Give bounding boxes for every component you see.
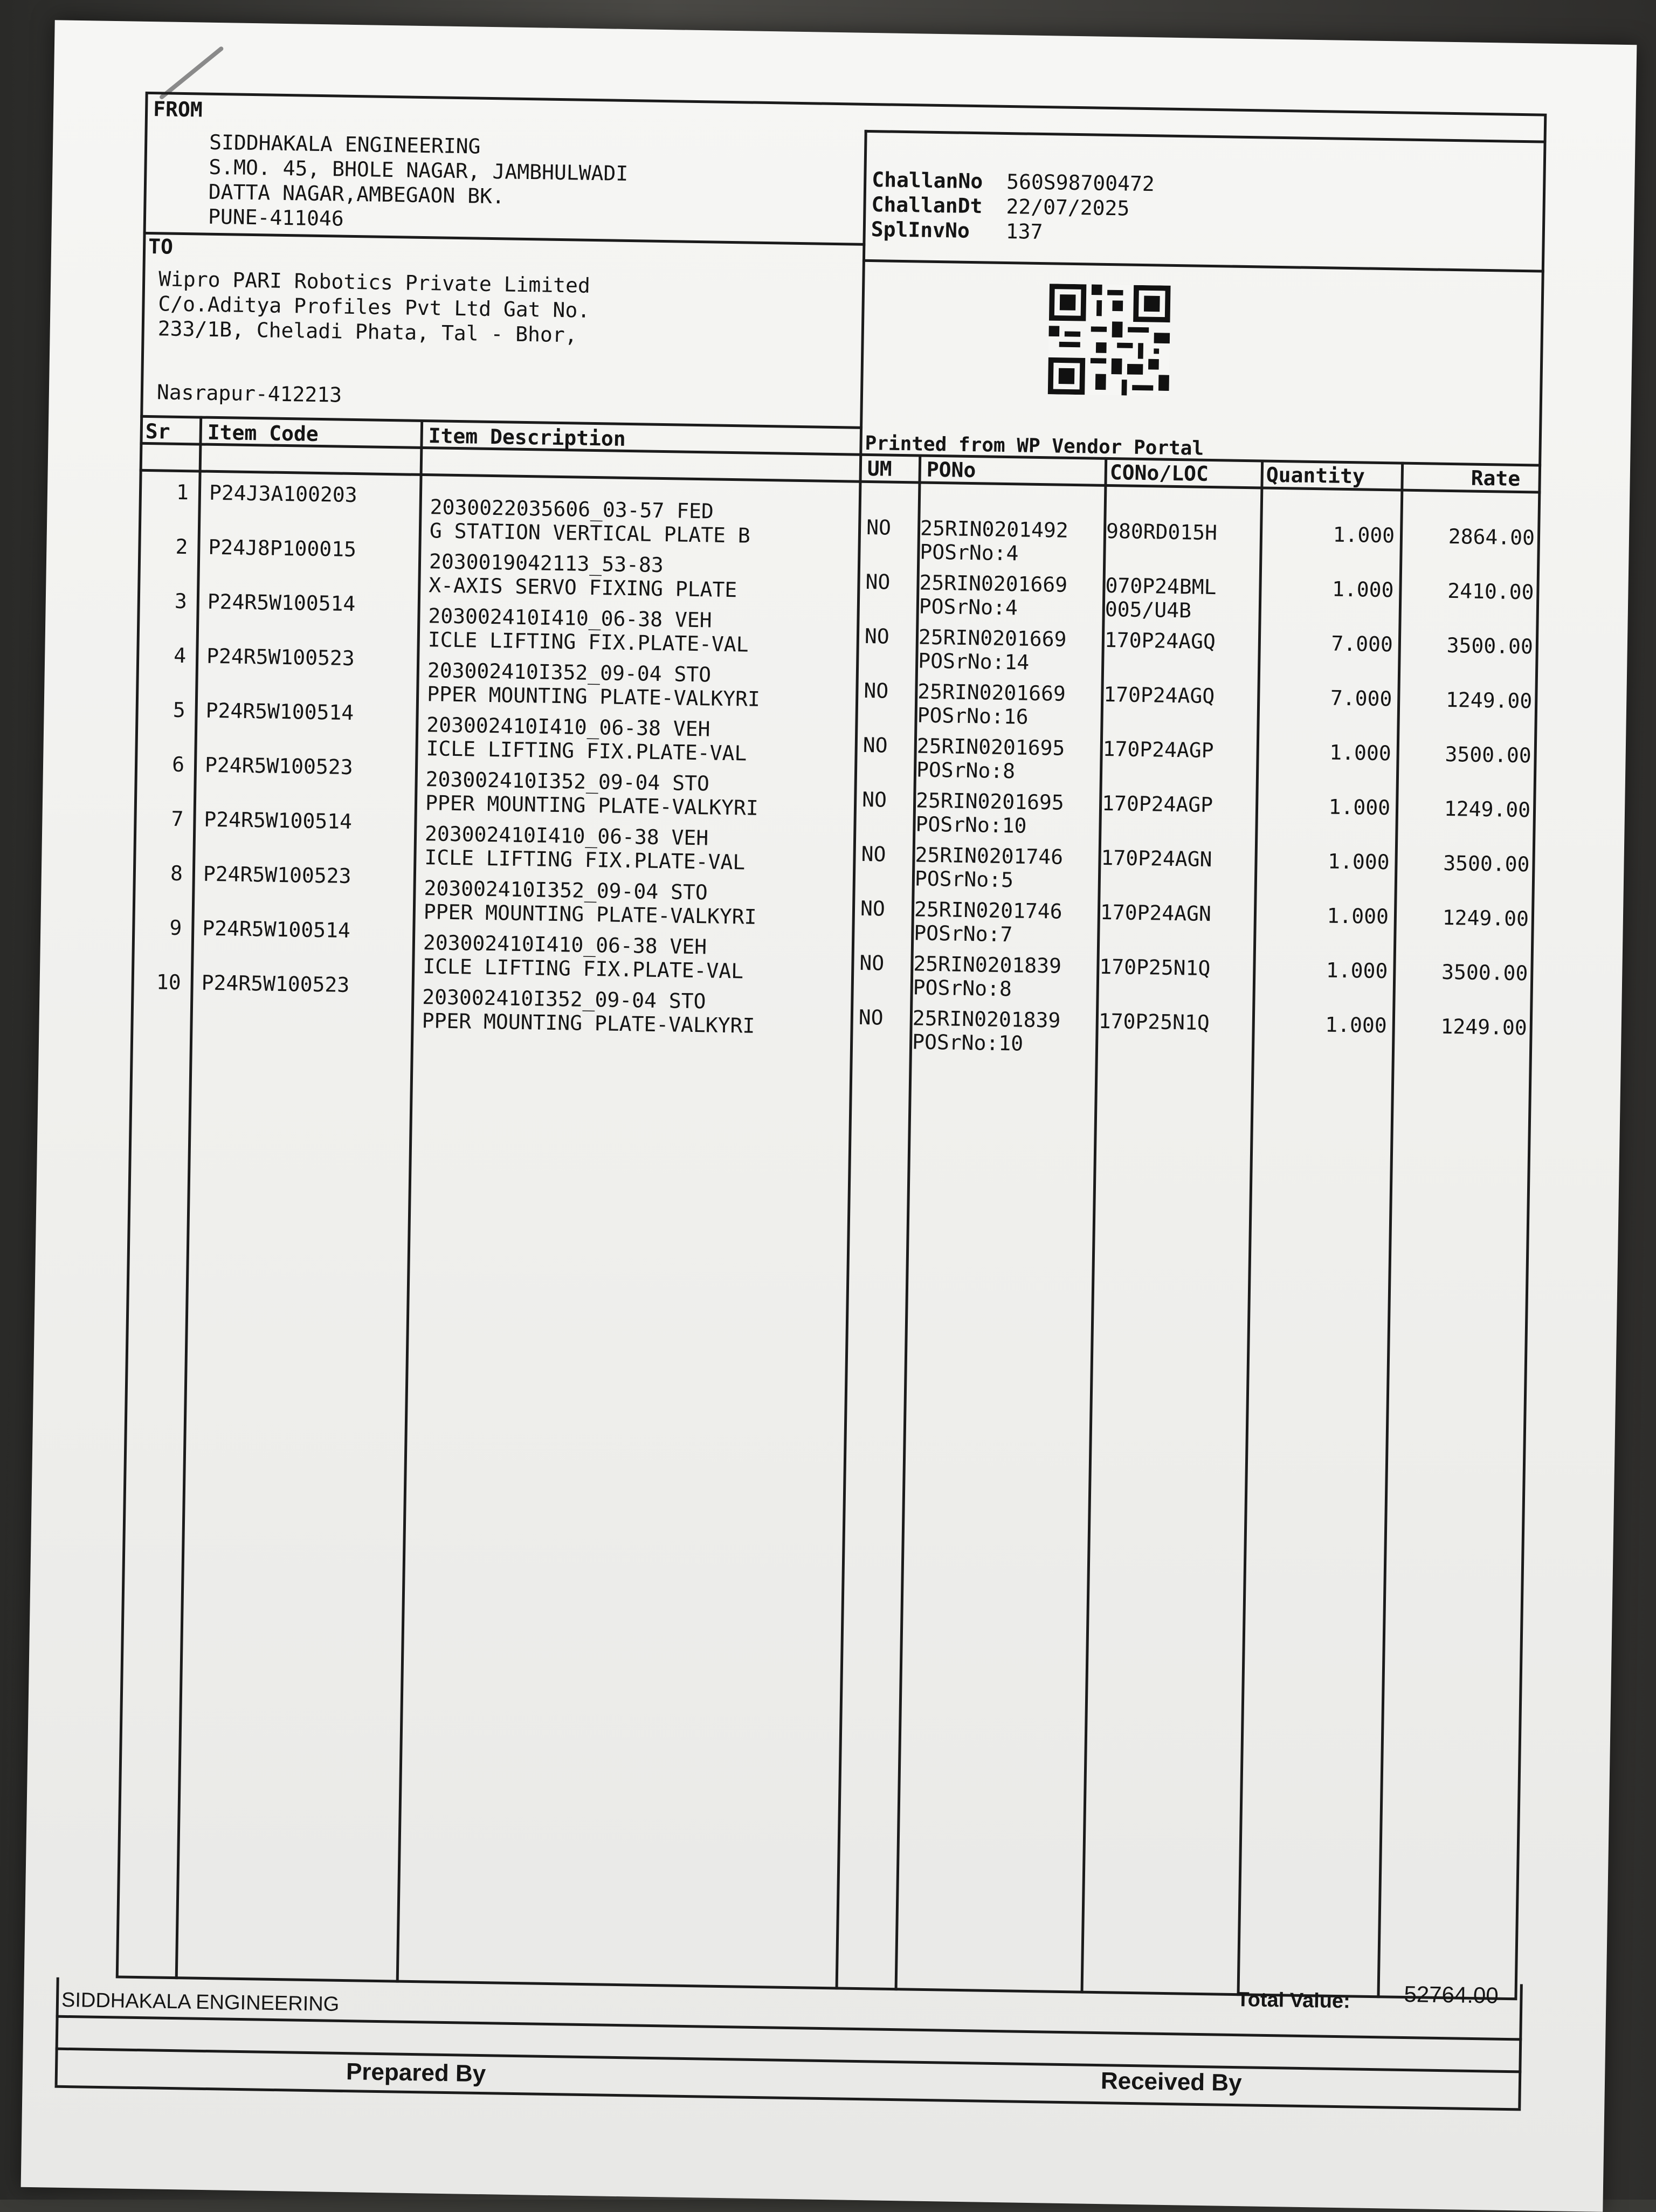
cell-co1: 170P24AGQ	[1103, 682, 1215, 708]
footer-line-1	[56, 2015, 1522, 2041]
cell-co1: 170P24AGP	[1101, 791, 1213, 817]
cell-sr: 10	[156, 970, 182, 995]
cell-rate: 1249.00	[1444, 796, 1531, 822]
cell-desc2: PPER MOUNTING PLATE-VALKYRI	[425, 791, 759, 820]
cell-po: 25RIN0201669	[919, 570, 1068, 597]
from-line-3: DATTA NAGAR,AMBEGAON BK.	[208, 180, 505, 209]
cell-qty: 1.000	[1327, 904, 1389, 929]
cell-rate: 3500.00	[1443, 851, 1530, 877]
cell-qty: 1.000	[1328, 795, 1391, 820]
challan-no-label: ChallanNo	[871, 168, 983, 194]
to-line-1: Wipro PARI Robotics Private Limited	[158, 267, 591, 298]
from-label: FROM	[153, 97, 203, 122]
challan-dt-label: ChallanDt	[871, 192, 983, 218]
cell-qty: 1.000	[1325, 1012, 1388, 1038]
spl-inv-value: 137	[1005, 219, 1043, 244]
cell-posr: POSrNo:8	[913, 975, 1012, 1001]
cell-po: 25RIN0201695	[915, 788, 1065, 815]
cell-sr: 5	[172, 698, 186, 722]
cell-sr: 1	[176, 480, 189, 505]
cell-sr: 8	[170, 861, 183, 886]
cell-desc1: 203002410I352_09-04 STO	[427, 658, 712, 687]
to-label: TO	[148, 234, 174, 259]
cell-desc2: ICLE LIFTING FIX.PLATE-VAL	[422, 954, 744, 983]
cell-po: 25RIN0201839	[912, 1006, 1061, 1032]
cell-sr: 4	[174, 643, 187, 668]
cell-desc2: PPER MOUNTING PLATE-VALKYRI	[423, 900, 757, 929]
cell-co2: 005/U4B	[1105, 597, 1192, 623]
cell-desc2: PPER MOUNTING PLATE-VALKYRI	[426, 682, 761, 711]
cell-po: 25RIN0201695	[916, 734, 1065, 760]
total-value: 52764.00	[1404, 1981, 1499, 2008]
cell-um: NO	[859, 950, 885, 975]
cell-desc2: PPER MOUNTING PLATE-VALKYRI	[422, 1009, 755, 1038]
cell-desc2: ICLE LIFTING FIX.PLATE-VAL	[424, 845, 746, 874]
received-by-label: Received By	[1100, 2068, 1243, 2097]
cell-posr: POSrNo:10	[915, 812, 1027, 838]
from-line-1: SIDDHAKALA ENGINEERING	[209, 130, 481, 159]
cell-code: P24R5W100514	[202, 916, 351, 943]
to-line-2: C/o.Aditya Profiles Pvt Ltd Gat No.	[158, 292, 590, 322]
cell-po: 25RIN0201492	[920, 516, 1069, 542]
cell-code: P24R5W100523	[206, 644, 355, 671]
cell-um: NO	[860, 896, 886, 921]
challan-document	[21, 20, 1637, 2212]
cell-po: 25RIN0201746	[915, 843, 1064, 869]
cell-sr: 7	[171, 807, 184, 831]
cell-um: NO	[864, 624, 890, 649]
cell-um: NO	[861, 787, 887, 812]
col-header-um: UM	[867, 456, 892, 481]
challan-no-value: 560S98700472	[1006, 169, 1155, 196]
from-line-2: S.MO. 45, BHOLE NAGAR, JAMBHULWADI	[209, 155, 629, 185]
cell-rate: 1249.00	[1445, 687, 1533, 713]
cell-desc1: 203002410I352_09-04 STO	[424, 876, 708, 905]
total-label: Total Value:	[1237, 1988, 1351, 2013]
cell-qty: 7.000	[1330, 686, 1392, 711]
cell-po: 25RIN0201746	[914, 897, 1062, 924]
footer-company: SIDDHAKALA ENGINEERING	[61, 1988, 340, 2016]
cell-code: P24R5W100523	[201, 970, 350, 997]
cell-um: NO	[865, 569, 891, 594]
cell-sr: 6	[171, 752, 185, 777]
cell-co1: 170P24AGN	[1100, 900, 1212, 926]
cell-co1: 980RD015H	[1106, 519, 1218, 545]
cell-desc2: X-AXIS SERVO FIXING PLATE	[429, 573, 737, 602]
cell-rate: 1249.00	[1440, 1014, 1528, 1040]
col-header-cono: CONo/LOC	[1109, 460, 1209, 486]
from-line-4: PUNE-411046	[208, 204, 344, 231]
col-header-sr: Sr	[145, 419, 170, 444]
cell-qty: 1.000	[1331, 577, 1394, 602]
cell-co1: 170P25N1Q	[1098, 1009, 1210, 1035]
footer-line-2	[56, 2048, 1522, 2073]
cell-co1: 170P24AGQ	[1104, 628, 1216, 654]
cell-posr: POSrNo:7	[914, 921, 1013, 947]
cell-desc1: 203002410I410_06-38 VEH	[428, 604, 712, 632]
cell-desc1: 203002410I410_06-38 VEH	[424, 822, 709, 850]
cell-um: NO	[862, 733, 888, 757]
cell-code: P24R5W100514	[205, 698, 354, 725]
footer-left-edge	[55, 1977, 59, 2085]
portal-note: Printed from WP Vendor Portal	[865, 432, 1204, 460]
cell-um: NO	[858, 1005, 884, 1030]
to-line-3: 233/1B, Cheladi Phata, Tal - Bhor,	[157, 316, 577, 347]
cell-rate: 3500.00	[1445, 742, 1532, 768]
cell-desc1: 203002410I410_06-38 VEH	[423, 931, 707, 959]
cell-posr: POSrNo:4	[919, 594, 1018, 620]
cell-qty: 7.000	[1331, 631, 1393, 657]
footer-right-edge	[1518, 1984, 1523, 2108]
cell-posr: POSrNo:4	[920, 540, 1019, 566]
cell-code: P24J8P100015	[208, 535, 357, 562]
footer-line-3	[55, 2085, 1521, 2111]
cell-po: 25RIN0201669	[918, 625, 1067, 651]
cell-um: NO	[864, 678, 889, 703]
cell-rate: 2864.00	[1448, 524, 1535, 550]
cell-desc1: 2030022035606_03-57 FED	[430, 495, 714, 523]
spl-inv-label: SplInvNo	[871, 217, 970, 243]
cell-posr: POSrNo:16	[917, 703, 1029, 729]
prepared-by-label: Prepared By	[346, 2058, 486, 2087]
cell-posr: POSrNo:14	[917, 649, 1030, 674]
cell-posr: POSrNo:10	[912, 1030, 1024, 1056]
col-header-item-code: Item Code	[207, 420, 319, 446]
cell-rate: 3500.00	[1441, 960, 1528, 986]
qr-code-icon	[1046, 284, 1172, 396]
challan-frame	[116, 92, 1547, 2000]
cell-desc1: 2030019042113_53-83	[429, 549, 664, 577]
cell-code: P24R5W100523	[204, 753, 353, 780]
cell-um: NO	[861, 842, 886, 866]
cell-qty: 1.000	[1333, 522, 1395, 548]
cell-code: P24J3A100203	[209, 480, 357, 507]
cell-po: 25RIN0201669	[917, 679, 1066, 706]
col-header-rate: Rate	[1471, 466, 1521, 491]
cell-desc1: 203002410I352_09-04 STO	[422, 985, 706, 1014]
challan-dt-value: 22/07/2025	[1006, 194, 1130, 220]
cell-sr: 2	[175, 534, 188, 559]
cell-desc1: 203002410I410_06-38 VEH	[426, 713, 710, 741]
cell-co1: 070P24BML	[1105, 573, 1217, 599]
to-line-4: Nasrapur-412213	[156, 380, 342, 407]
cell-um: NO	[866, 515, 892, 540]
cell-qty: 1.000	[1327, 849, 1390, 874]
col-header-pono: PONo	[926, 457, 976, 483]
cell-code: P24R5W100514	[204, 807, 353, 834]
cell-qty: 1.000	[1329, 740, 1392, 766]
cell-qty: 1.000	[1326, 958, 1388, 983]
cell-rate: 2410.00	[1447, 578, 1534, 604]
col-header-quantity: Quantity	[1266, 463, 1365, 488]
cell-sr: 3	[174, 589, 188, 614]
cell-desc2: G STATION VERTICAL PLATE B	[429, 519, 751, 548]
cell-rate: 1249.00	[1442, 905, 1529, 931]
cell-co1: 170P25N1Q	[1099, 954, 1211, 981]
cell-rate: 3500.00	[1446, 633, 1534, 659]
cell-sr: 9	[169, 915, 182, 940]
cell-posr: POSrNo:5	[914, 866, 1014, 892]
cell-code: P24R5W100523	[203, 862, 351, 888]
cell-code: P24R5W100514	[207, 589, 356, 616]
cell-co1: 170P24AGP	[1102, 736, 1214, 763]
cell-desc1: 203002410I352_09-04 STO	[425, 767, 710, 796]
col-header-item-desc: Item Description	[428, 424, 626, 451]
cell-desc2: ICLE LIFTING FIX.PLATE-VAL	[426, 736, 747, 766]
cell-co1: 170P24AGN	[1101, 845, 1212, 872]
cell-po: 25RIN0201839	[913, 952, 1062, 978]
cell-posr: POSrNo:8	[916, 757, 1016, 783]
cell-desc2: ICLE LIFTING FIX.PLATE-VAL	[427, 628, 749, 657]
